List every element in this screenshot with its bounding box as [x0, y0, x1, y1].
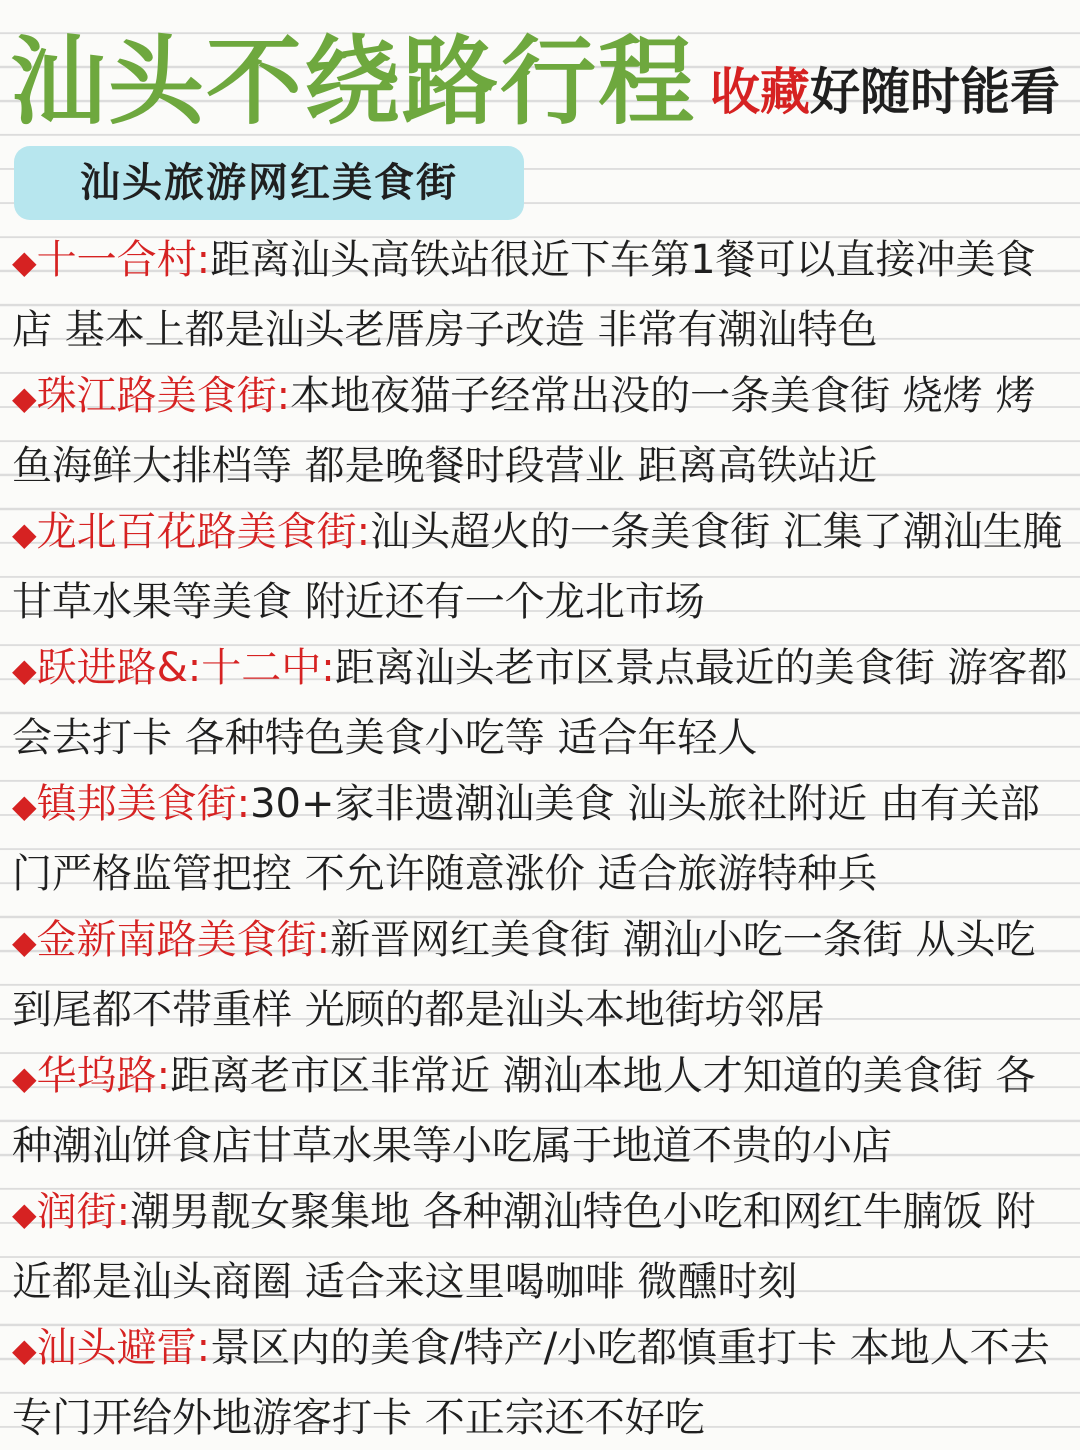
list-item: [12, 906, 1072, 1042]
red-diamond-icon: ◆: [12, 651, 37, 689]
item-name: 跃进路&:十二中:: [36, 645, 335, 691]
list-item: [12, 1314, 1072, 1450]
list-item: [12, 1042, 1072, 1178]
item-desc: 距离老市区非常近 潮汕本地人才知道的美食街 各种潮汕饼食店甘草水果等小吃属于地道不贵的小店: [12, 1053, 1036, 1169]
section-label: 汕头旅游网红美食街: [14, 146, 524, 220]
item-desc: 潮男靓女聚集地 各种潮汕特色小吃和网红牛腩饭 附近都是汕头商圈 适合来这里喝咖啡 微醺时刻: [12, 1189, 1036, 1305]
red-diamond-icon: ◆: [12, 1059, 37, 1097]
item-desc: 距离汕头老市区景点最近的美食街 游客都会去打卡 各种特色美食小吃等 适合年轻人: [12, 645, 1068, 761]
item-desc: 距离汕头高铁站很近下车第1餐可以直接冲美食店 基本上都是汕头老厝房子改造 非常有潮汕特色: [12, 237, 1036, 353]
item-desc: 新晋网红美食街 潮汕小吃一条街 从头吃到尾都不带重样 光顾的都是汕头本地街坊邻居: [12, 917, 1036, 1033]
red-diamond-icon: ◆: [12, 379, 37, 417]
title-row: [10, 22, 1070, 142]
item-name: 汕头避雷:: [36, 1325, 211, 1371]
item-name: 金新南路美食街:: [36, 917, 331, 963]
title-tagline: 好随时能看: [810, 63, 1060, 121]
list-item: [12, 1178, 1072, 1314]
red-diamond-icon: ◆: [12, 243, 37, 281]
list-item: [12, 226, 1072, 362]
item-desc: 景区内的美食/特产/小吃都慎重打卡 本地人不去 专门开给外地游客打卡 不正宗还不好吃: [12, 1325, 1050, 1441]
title-highlight: 收藏: [710, 63, 810, 121]
item-name: 润街:: [36, 1189, 131, 1235]
item-name: 华坞路:: [36, 1053, 171, 1099]
red-diamond-icon: ◆: [12, 515, 37, 553]
item-desc: 汕头超火的一条美食街 汇集了潮汕生腌甘草水果等美食 附近还有一个龙北市场: [12, 509, 1063, 625]
list-item: [12, 634, 1072, 770]
page-title: 汕头不绕路行程: [10, 26, 696, 138]
item-name: 龙北百花路美食街:: [36, 509, 371, 555]
red-diamond-icon: ◆: [12, 1195, 37, 1233]
list-item: [12, 362, 1072, 498]
item-name: 十一合村:: [36, 237, 211, 283]
red-diamond-icon: ◆: [12, 1331, 37, 1369]
item-desc: 本地夜猫子经常出没的一条美食街 烧烤 烤鱼海鲜大排档等 都是晚餐时段营业 距离高铁站近: [12, 373, 1036, 489]
item-name: 珠江路美食街:: [36, 373, 291, 419]
item-name: 镇邦美食街:: [36, 781, 251, 827]
food-street-list: [12, 226, 1072, 1450]
red-diamond-icon: ◆: [12, 923, 37, 961]
item-desc: 30+家非遗潮汕美食 汕头旅社附近 由有关部门严格监管把控 不允许随意涨价 适合旅游特种兵: [12, 781, 1040, 897]
red-diamond-icon: ◆: [12, 787, 37, 825]
list-item: [12, 770, 1072, 906]
list-item: [12, 498, 1072, 634]
